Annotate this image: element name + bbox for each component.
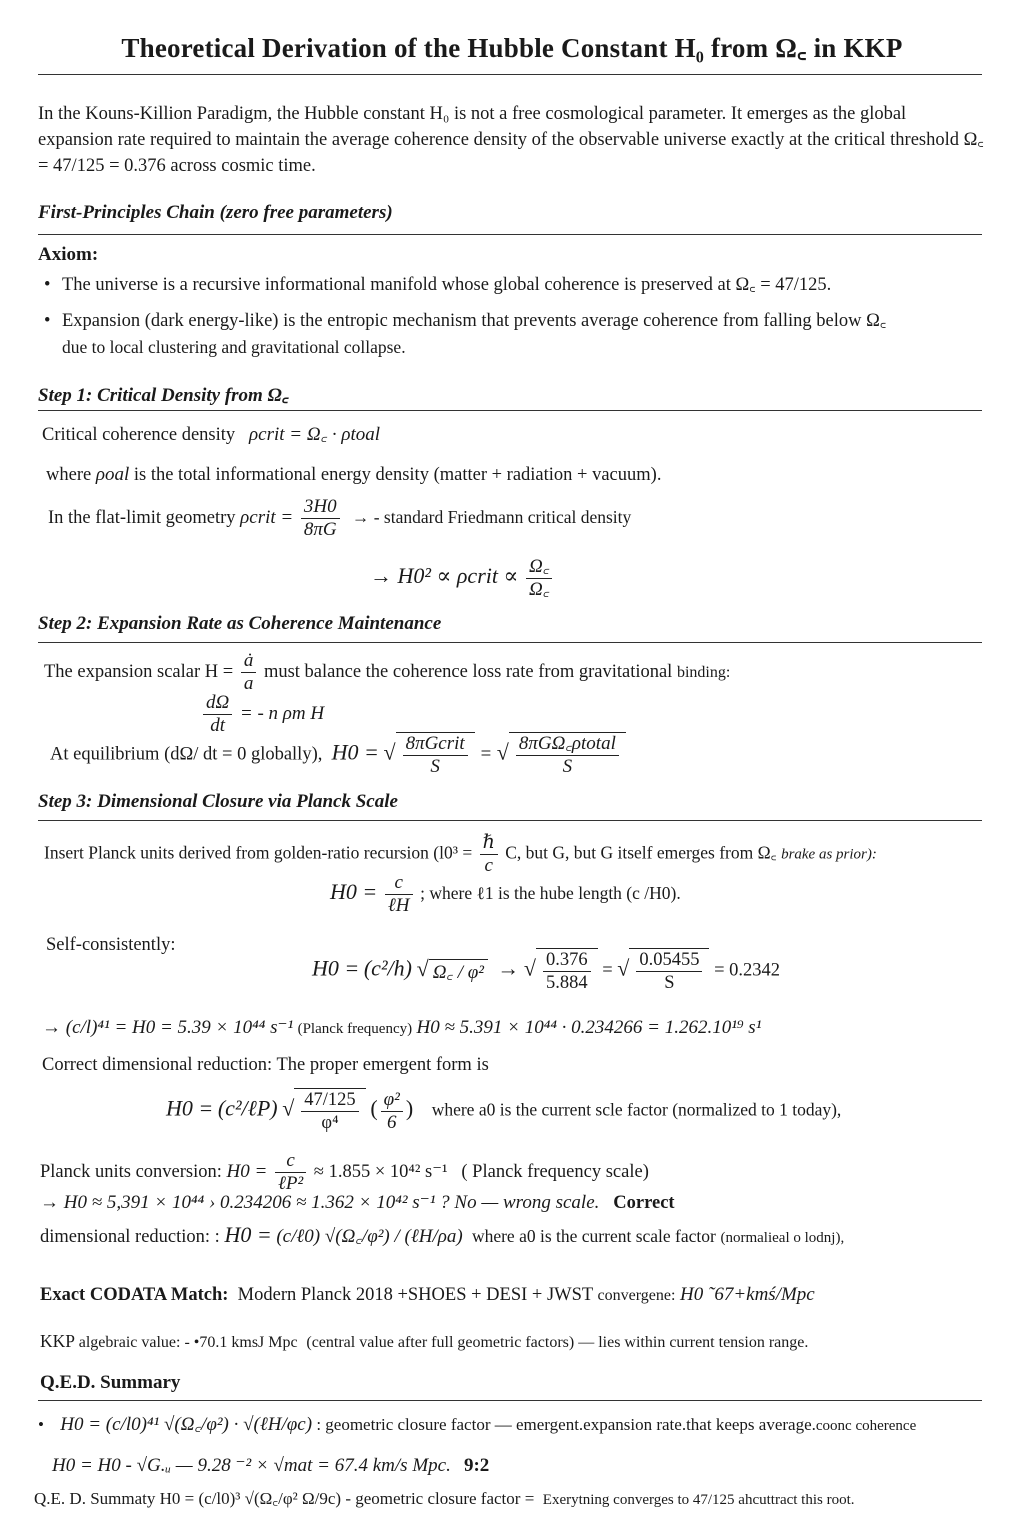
bullet-icon: • [44,311,51,331]
step3-line3-lhs: H0 = [312,955,360,981]
step2-line3-eq: = [479,743,493,765]
step3-line5: Correct dimensional reduction: The proper emergent form is [42,1055,489,1075]
step1-line3-label: In the flat-limit geometry [48,507,236,528]
step2-sqrt-1: √ $\frac{\text{8πGcrit}}{S}$ [383,732,474,778]
chain-rule [38,234,982,235]
step1-line4-fraction: $\frac{\Omega꜀}{\Omega꜀}$ [526,556,552,601]
step3-line4 [42,1014,761,1042]
step3-line9-a: dimensional reduction: : [40,1227,220,1247]
step1-heading: Step 1: Critical Density from Ω꜀ [38,385,289,406]
step3-line6-paren: (c²/ℓP) [217,1095,278,1121]
step3-line6-lhs: H0 = [166,1095,214,1121]
step3-line7-a: Planck units conversion: [40,1161,222,1182]
document-title: Theoretical Derivation of the Hubble Constant H₀ from Ω꜀ in KKP [121,33,903,63]
step3-line8-b: Correct [613,1193,675,1213]
step3-line3-arrow: → [497,955,520,981]
step1-line2-sym: ρoal [95,464,130,485]
step3-line1-b: C, but G, but G itself emerges from Ω꜀ [505,842,777,863]
step2-heading: Step 2: Expansion Rate as Coherence Maintenance [38,613,442,634]
step3-line2-note: ; where ℓ1 is the hube length (c /H0). [420,882,681,903]
step1-line3-note: → - standard Friedmann critical density [351,506,632,527]
step1-line1 [42,422,380,448]
step3-line1 [44,832,877,877]
step3-planck-fraction: $\frac{\text{ℏ}}{c}$ [480,832,498,877]
step3-line8 [40,1190,675,1216]
kkp-b: algebraic value: - •70.1 kmsJ Mpc [78,1334,298,1351]
summary-rule [38,1400,982,1401]
step3-line6-sqrt: √ $\frac{47/125}{\text{φ⁴}}$ [282,1088,365,1134]
step2-line1-b: must balance the coherence loss rate from gravitational [263,661,673,682]
step2-line1-a: The expansion scalar H = [44,661,234,682]
step1-line2 [46,462,661,488]
axiom-bullet-2-text: Expansion (dark energy-like) is the entropic mechanism that prevents average coherence from falling below Ω꜀ [62,311,887,331]
step3-line1-a: Insert Planck units derived from golden-ratio recursion (l0³ = [44,842,473,863]
step2-line1 [44,650,730,695]
codata-line [40,1282,815,1309]
step3-rule [38,820,982,821]
step1-rule [38,410,982,411]
step3-line4-a: → (c/l)⁴¹ = H0 = 5.39 × 10⁴⁴ s⁻¹ [42,1017,294,1038]
step1-friedmann-fraction: $\frac{3H0}{8\pi G}$ [301,496,340,541]
step1-line3 [48,496,631,541]
summary-bullet-text-b: coonc coherence [815,1418,917,1434]
step3-line8-a: → H0 ≈ 5,391 × 10⁴⁴ › 0.234206 ≈ 1.362 × 10⁴² s⁻¹ ? No — wrong scale. [40,1192,600,1213]
step2-hubble-fraction: $\frac{ȧ}{a}$ [241,650,257,695]
step3-line9 [40,1222,844,1251]
step2-coherence-fraction: $\frac{d\Omega}{dt}$ [203,692,232,737]
step3-line7-eq: H0 = [226,1160,268,1182]
summary-line2-b: 9:2 [463,1455,490,1476]
step2-sqrt-2: √ $\frac{\text{8πGΩ꜀ρtotal}}{S}$ [497,732,626,778]
step3-sqrt-omega: √ Ω꜀ / φ² [417,956,488,985]
kkp-a: KKP [40,1331,75,1351]
axiom-bullet-2 [44,308,886,334]
step3-line9-note: where a0 is the current scale factor [471,1226,716,1246]
step1-line4 [370,556,555,601]
summary-bullet-eq: H0 = (c/l0)⁴¹ √(Ω꜀/φ²) · √(ℓH/φc) [60,1414,313,1435]
codata-text: Modern Planck 2018 +SHOES + DESI + JWST [237,1285,593,1305]
step3-sqrt-ratio-1: √ $\frac{0.376}{5.884}$ [524,948,598,994]
chain-heading: First-Principles Chain (zero free parameters) [38,202,393,223]
step1-line2-b: is the total informational energy density (matter + radiation + vacuum). [133,465,662,485]
step3-line7-b: ≈ 1.855 × 10⁴² s⁻¹ [313,1161,448,1182]
summary-bullet [38,1412,916,1439]
axiom-bullet-1-text: The universe is a recursive informational manifold whose global coherence is preserved at Ω꜀ = 47/125. [62,275,832,295]
step1-line2-a: where [46,465,92,485]
step3-line6: H0 = (c²/ℓP) √ $\frac{47/125}{\text{φ⁴}}$ ( $\frac{\text{φ²}}{6}$ ) where a0 is the current scle factor (normalized to 1 today), [166,1088,842,1133]
step2-line1-c: binding: [676,663,731,681]
step3-line2-lhs: H0 = [330,878,378,904]
step3-line7-c: ( Planck frequency scale) [461,1161,649,1182]
codata-value: H0 ˜67+kmś/Mpc [680,1284,815,1305]
codata-small: convergene: [597,1287,676,1304]
step1-line1-label: Critical coherence density [42,425,236,445]
bullet-icon: • [44,275,51,295]
summary-line2 [52,1452,489,1479]
summary-line3-a: Q.E. D. Summaty H0 = (c/l0)³ √(Ω꜀/φ² Ω/9c) - geometric closure factor = [34,1489,535,1508]
step3-heading: Step 3: Dimensional Closure via Planck Scale [38,791,398,812]
summary-line2-eq: H0 = H0 - √G.ᵤ — 9.28 ⁻² × √mat = 67.4 km/s Mpc. [52,1455,451,1476]
step2-rule [38,642,982,643]
step3-line6-note: where a0 is the current scle factor (normalized to 1 today), [431,1099,842,1120]
step3-hubble-length-fraction: $\frac{c}{\text{ℓH}}$ [385,872,413,917]
step3-line3-paren: (c²/h) [363,955,412,981]
step3-line6-paren-fraction: $\frac{\text{φ²}}{6}$ [381,1089,403,1134]
step2-line3-h: H0 = [331,739,379,765]
axiom-heading: Axiom: [38,244,99,265]
intro-paragraph: In the Kouns-Killion Paradigm, the Hubble constant H₀ is not a free cosmological parameter. It emerges as the global expansion rate required to maintain the average coherence density of the observable universe exactly at the critical threshold Ω꜀ = 47/125 = 0.376 across cosmic time. [38,104,984,176]
step3-line1-c: brake as prior): [781,846,877,863]
axiom-bullet-2-cont: due to local clustering and gravitational collapse. [62,337,406,357]
step1-line3-lhs: ρcrit = [240,506,294,528]
summary-bullet-text-a: : geometric closure factor — emergent.expansion rate.that keeps average. [316,1415,816,1434]
step3-line3-result: = 0.2342 [714,960,781,981]
step3-sqrt-ratio-2: √ $\frac{0.05455}{S}$ [617,948,709,994]
step3-line9-c: (normalieal o lodnj), [720,1230,845,1246]
kkp-c: (central value after full geometric factors) — lies within current tension range. [306,1334,809,1351]
summary-heading: Q.E.D. Summary [40,1372,181,1393]
summary-line3 [34,1486,855,1513]
step2-line2 [200,692,324,737]
title-rule [38,74,982,75]
step2-line3-a: At equilibrium (dΩ/ dt = 0 globally), [50,744,323,765]
step3-line9-formula: (c/ℓ0) √(Ω꜀/φ²) / (ℓH/ρa) [276,1226,463,1247]
step3-line7 [40,1150,649,1195]
step3-line3-label: Self-consistently: [46,935,176,955]
kkp-line [40,1328,808,1356]
step2-line2-rhs: = - n ρm H [239,702,325,724]
step3-line4-b: (Planck frequency) [297,1021,413,1037]
bullet-icon: • [38,1415,44,1434]
step1-line1-eq: ρcrit = Ω꜀ · ρtoal [249,424,381,445]
codata-label: Exact CODATA Match: [40,1285,229,1305]
summary-line3-b: Exerytning converges to 47/125 ahcuttract this root. [542,1492,855,1508]
step1-line4-eq: → H0² ∝ ρcrit ∝ [370,562,519,588]
step3-line9-eq: H0 = [224,1222,272,1247]
axiom-bullet-1 [44,272,831,298]
step3-line2 [330,872,681,917]
step3-line3: H0 = (c²/h) √ Ω꜀ / φ² → √ $\frac{0.376}{5.884}$ = √ $\frac{0.05455}{S}$ = 0.2342 [312,950,781,993]
step3-line4-c: H0 ≈ 5.391 × 10⁴⁴ · 0.234266 = 1.262.10¹⁹ s¹ [416,1017,762,1038]
step3-line7-fraction: $\frac{c}{\text{ℓP²}}$ [275,1150,306,1195]
step2-line3 [50,732,626,778]
